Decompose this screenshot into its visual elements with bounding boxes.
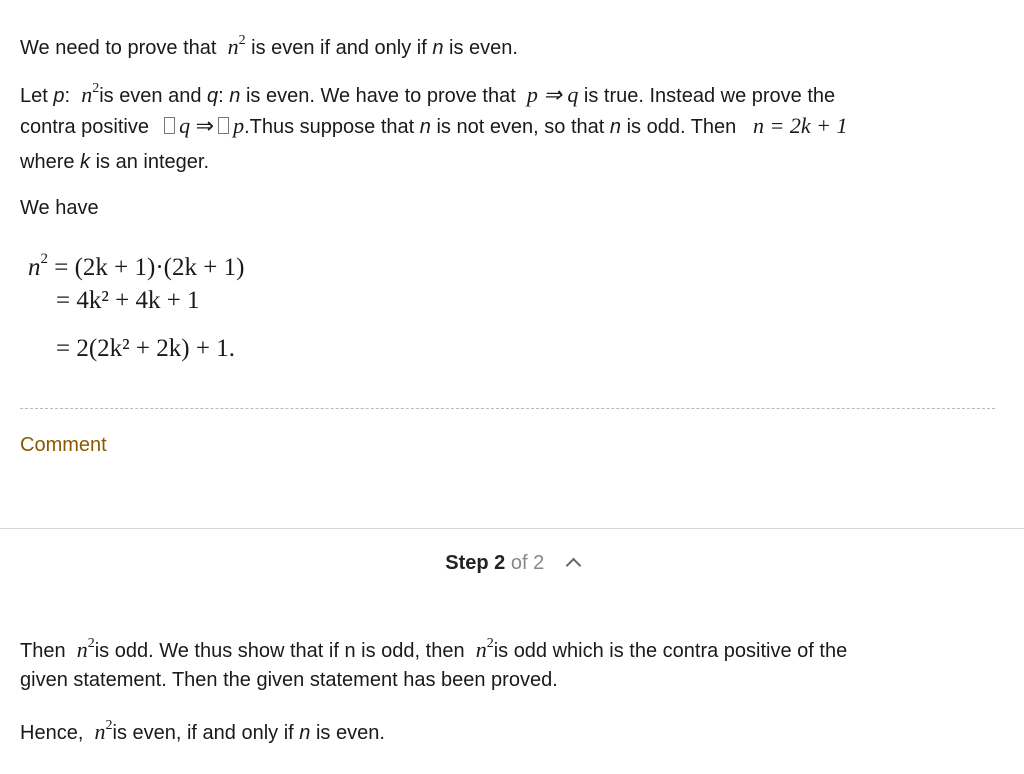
intro-text: We need to prove that: [20, 37, 217, 59]
contra-q: q: [179, 113, 191, 138]
step-number: 2: [494, 552, 506, 574]
n-squared: $n^2$: [81, 81, 100, 107]
contra-p: p: [233, 113, 245, 138]
n-var: n: [432, 37, 444, 59]
q-var: q: [207, 85, 219, 107]
n-squared: $n^2$: [76, 636, 95, 662]
step2-line-1: [20, 632, 847, 663]
we-have-text: We have: [20, 197, 99, 219]
intro-text-2: is even if and only if: [251, 37, 427, 59]
hence-end-text: is even.: [315, 722, 385, 744]
intro-line: [20, 29, 518, 60]
step-header[interactable]: [0, 552, 1024, 575]
let-line: Let p: $n^2is$ even and q: n is even. We have to prove that p ⇒ q is true. Instead we prove the: [20, 81, 836, 107]
implication-formula: p ⇒ q: [526, 82, 579, 107]
hence-text: Hence,: [20, 722, 84, 744]
q-definition: is even. We have to prove that: [245, 85, 516, 107]
contra-line: contra positive q ⇒ p.Thus suppose that n is not even, so that n is odd. Then n = 2k + 1: [20, 113, 848, 138]
contra-text: contra positive: [20, 116, 149, 138]
where-line: [20, 150, 209, 174]
equation-line-3: = 2(2k² + 2k) + 1.: [56, 335, 235, 362]
not-even-text: is not even, so that: [436, 116, 605, 138]
where-text: where: [20, 151, 75, 173]
n-equation: n = 2k + 1: [752, 113, 848, 138]
odd-text: is odd. Then: [626, 116, 737, 138]
intro-text-3: is even.: [449, 37, 518, 59]
let-text: Let: [20, 85, 48, 107]
then-end-text: is odd which is the contra positive of the: [493, 640, 848, 662]
equation-line-2: = 4k² + 4k + 1: [56, 287, 200, 314]
p-var: p: [53, 85, 65, 107]
k-var: k: [80, 151, 91, 173]
thus-text: .Thus suppose that: [244, 116, 415, 138]
arrow-icon: ⇒: [195, 113, 215, 138]
equation-line-1: $n^2 = (2k + 1)\cdot(2k + 1)$: [28, 251, 245, 281]
comment-link[interactable]: Comment: [20, 434, 107, 456]
p-definition: is even and: [99, 85, 202, 107]
n-squared: $n^2$: [475, 636, 494, 662]
equation-line-1-rhs: = (2k + 1)·(2k + 1): [54, 254, 245, 281]
implication-text: is true. Instead we prove the: [583, 85, 836, 107]
step2-line-2: given statement. Then the given statement has been proved.: [20, 669, 558, 691]
n-squared: $n^2$: [227, 33, 246, 59]
hence-mid-text: is even, if and only if: [112, 722, 294, 744]
step-of-total: of 2: [510, 552, 545, 574]
missing-glyph-icon: [218, 117, 229, 134]
then-mid-text: is odd. We thus show that if n is odd, then: [94, 640, 465, 662]
step-divider: [0, 528, 1024, 529]
hence-line: Hence, $n^2is$ even, if and only if n is even.: [20, 718, 385, 744]
then-text: Then: [20, 640, 66, 662]
where-suffix: is an integer.: [95, 151, 210, 173]
chevron-up-icon[interactable]: [565, 558, 581, 574]
missing-glyph-icon: [164, 117, 175, 134]
section-divider-dashed: [20, 408, 995, 409]
step-label: Step: [445, 552, 489, 574]
n-squared: $n^2$: [94, 718, 113, 744]
